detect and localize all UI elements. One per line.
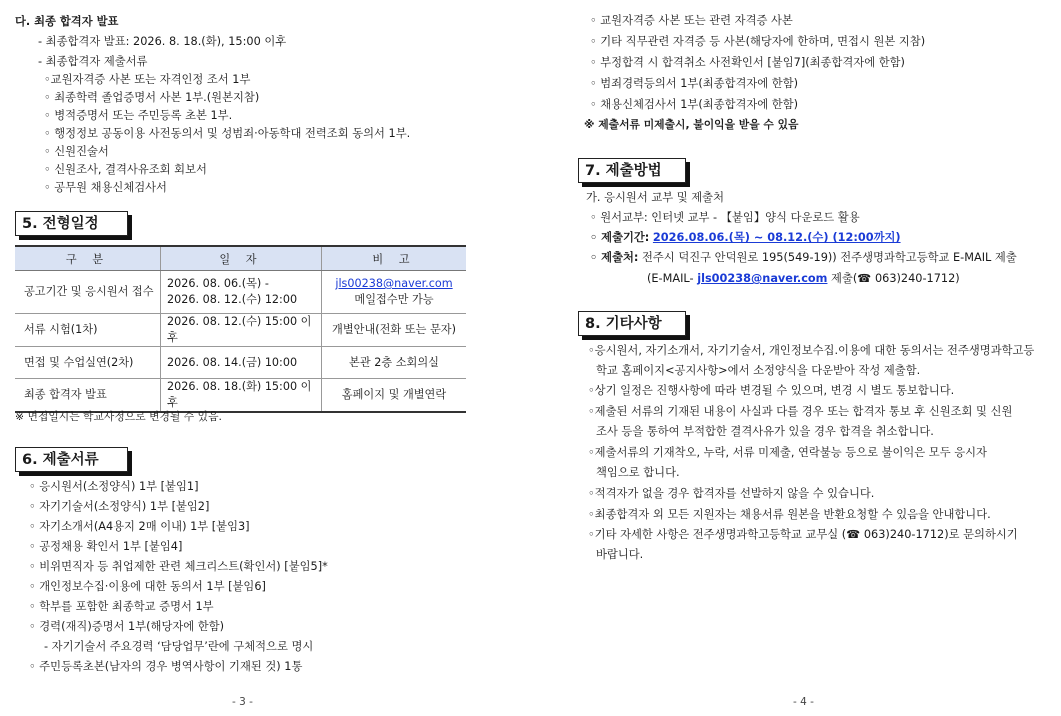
submission-period-label: ◦ 제출기간:: [590, 231, 650, 244]
email-suffix: 제출(☎ 063)240-1712): [831, 272, 960, 285]
col-header-note: 비 고: [322, 246, 467, 271]
cell-note-text: 메일접수만 가능: [354, 293, 434, 306]
doc-list-item: ◦ 기타 직무관련 자격증 등 사본(해당자에 한하며, 면접시 원본 지참): [590, 35, 926, 48]
section-7-subheading: 가. 응시원서 교부 및 제출처: [586, 191, 724, 204]
misc-line: 학교 홈페이지<공지사항>에서 소정양식을 다운받아 작성 제출함.: [596, 364, 921, 377]
email-prefix: (E-MAIL-: [647, 272, 694, 285]
cell-category: 면접 및 수업실연(2차): [15, 347, 161, 379]
cell-category: 서류 시험(1차): [15, 314, 161, 347]
cell-date: 2026. 08. 18.(화) 15:00 이후: [161, 379, 322, 413]
table-row: [15, 314, 466, 347]
application-issue: ◦ 원서교부: 인터넷 교부 - 【붙임】양식 다운로드 활용: [590, 211, 860, 224]
doc-list-item: ◦ 자기소개서(A4용지 2매 이내) 1부 [붙임3]: [29, 520, 250, 533]
submission-place-value: 전주시 덕진구 안덕원로 195(549-19)) 전주생명과학고등학교 E-MAIL 제출: [642, 251, 1017, 264]
final-doc-item: ◦교원자격증 사본 또는 자격인정 조서 1부: [44, 73, 251, 86]
final-announce-heading: 다. 최종 합격자 발표: [15, 15, 119, 28]
cell-date-start: 2026. 08. 06.(목) -: [167, 277, 269, 290]
doc-list-item: ◦ 공정채용 확인서 1부 [붙임4]: [29, 540, 183, 553]
doc-list-subitem: - 자기기술서 주요경력 ‘담당업무’란에 구체적으로 명시: [44, 640, 314, 653]
submission-warning: ※ 제출서류 미제출시, 불이익을 받을 수 있음: [584, 118, 799, 131]
page-number: - 3 -: [232, 696, 253, 708]
cell-note: [322, 271, 467, 314]
section-8-title: 8. 기타사항: [578, 311, 686, 336]
cell-date-end: 2026. 08. 12.(수) 12:00: [167, 293, 298, 306]
misc-line: 바랍니다.: [596, 548, 644, 561]
submission-period-value: 2026.08.06.(목) ~ 08.12.(수) (12:00까지): [652, 231, 901, 244]
col-header-category: 구 분: [15, 246, 161, 271]
schedule-note: ※ 면접일시는 학교사정으로 변경될 수 있음.: [15, 410, 222, 423]
cell-category: 최종 합격자 발표: [15, 379, 161, 413]
submission-email-line: [647, 270, 960, 288]
final-doc-item: ◦ 행정정보 공동이용 사전동의서 및 성범죄·아동학대 전력조회 동의서 1부.: [44, 127, 411, 140]
misc-line: ◦제출된 서류의 기재된 내용이 사실과 다를 경우 또는 합격자 통보 후 신원조회 및 신원: [588, 405, 1013, 418]
page-number: - 4 -: [793, 696, 814, 708]
section-6-title: 6. 제출서류: [15, 447, 128, 472]
doc-list-item: ◦ 주민등록초본(남자의 경우 병역사항이 기재된 것) 1통: [29, 660, 303, 673]
misc-line: ◦적격자가 없을 경우 합격자를 선발하지 않을 수 있습니다.: [588, 487, 875, 500]
cell-date: 2026. 08. 12.(수) 15:00 이후: [161, 314, 322, 347]
misc-line: 조사 등을 통하여 부적합한 결격사유가 있을 경우 합격을 취소합니다.: [596, 425, 934, 438]
doc-list-item: ◦ 범죄경력등의서 1부(최종합격자에 한함): [590, 77, 799, 90]
cell-note: 개별안내(전화 또는 문자): [322, 314, 467, 347]
submission-period: [590, 229, 901, 247]
doc-list-item: ◦ 부정합격 시 합격취소 사전확인서 [붙임7](최종합격자에 한함): [590, 56, 905, 69]
table-row: [15, 379, 466, 413]
final-announce-date: - 최종합격자 발표: 2026. 8. 18.(화), 15:00 이후: [38, 35, 287, 48]
final-doc-item: ◦ 신원진술서: [44, 145, 109, 158]
doc-list-item: ◦ 경력(재직)증명서 1부(해당자에 한함): [29, 620, 225, 633]
cell-note: 본관 2층 소회의실: [322, 347, 467, 379]
final-doc-item: ◦ 공무원 채용신체검사서: [44, 181, 167, 194]
cell-category: 공고기간 및 응시원서 접수: [15, 271, 161, 314]
table-header-row: [15, 246, 466, 271]
doc-list-item: ◦ 교원자격증 사본 또는 관련 자격증 사본: [590, 14, 793, 27]
doc-list-item: ◦ 응시원서(소정양식) 1부 [붙임1]: [29, 480, 199, 493]
doc-list-item: ◦ 채용신체검사서 1부(최종합격자에 한함): [590, 98, 799, 111]
final-doc-item: ◦ 신원조사, 결격사유조회 회보서: [44, 163, 207, 176]
final-doc-item: ◦ 최종학력 졸업증명서 사본 1부.(원본지참): [44, 91, 260, 104]
doc-list-item: ◦ 개인정보수집·이용에 대한 동의서 1부 [붙임6]: [29, 580, 266, 593]
submission-place: [590, 249, 1017, 267]
table-row: [15, 271, 466, 314]
doc-list-item: ◦ 학부를 포함한 최종학교 증명서 1부: [29, 600, 214, 613]
misc-line: ◦상기 일정은 진행사항에 따라 변경될 수 있으며, 변경 시 별도 통보합니다.: [588, 384, 955, 397]
email-link[interactable]: jls00238@naver.com: [697, 272, 828, 285]
final-doc-item: ◦ 병적증명서 또는 주민등록 초본 1부.: [44, 109, 233, 122]
section-7-title: 7. 제출방법: [578, 158, 686, 183]
doc-list-item: ◦ 자기기술서(소정양식) 1부 [붙임2]: [29, 500, 210, 513]
doc-list-item: ◦ 비위면직자 등 취업제한 관련 체크리스트(확인서) [붙임5]*: [29, 560, 328, 573]
misc-line: ◦제출서류의 기재착오, 누락, 서류 미제출, 연락불능 등으로 불이익은 모두 응시자: [588, 446, 987, 459]
schedule-table: [15, 245, 466, 413]
page-3: [0, 0, 530, 716]
final-docs-heading: - 최종합격자 제출서류: [38, 55, 148, 68]
cell-note: 홈페이지 및 개별연락: [322, 379, 467, 413]
cell-date: 2026. 08. 14.(금) 10:00: [161, 347, 322, 379]
section-5-title: 5. 전형일정: [15, 211, 128, 236]
page-4: [531, 0, 1061, 716]
col-header-date: 일 자: [161, 246, 322, 271]
table-row: [15, 347, 466, 379]
submission-place-label: ◦ 제출처:: [590, 251, 639, 264]
misc-line: 책임으로 합니다.: [596, 466, 680, 479]
misc-line: ◦기타 자세한 사항은 전주생명과학고등학교 교무실 (☎ 063)240-1712)로 문의하시기: [588, 528, 1018, 541]
misc-line: ◦응시원서, 자기소개서, 자기기술서, 개인정보수집.이용에 대한 동의서는 전주생명과학고등: [588, 344, 1035, 357]
cell-date: [161, 271, 322, 314]
misc-line: ◦최종합격자 외 모든 지원자는 채용서류 원본을 반환요청할 수 있음을 안내합니다.: [588, 508, 991, 521]
email-link[interactable]: jls00238@naver.com: [335, 277, 453, 290]
